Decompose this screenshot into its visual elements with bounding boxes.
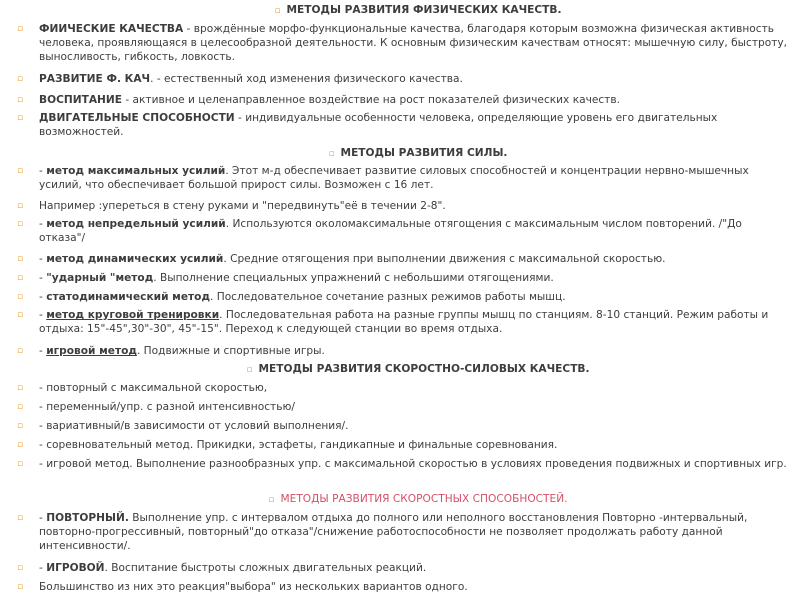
paragraph-game: ▫ - игровой метод. Выполнение разнообразных упр. с максимальной скоростью в условиях проведения подвижных и спортивных игр. (17, 458, 787, 470)
paragraph-variative: ▫ - вариативный/в зависимости от условий выполнения/. (17, 420, 349, 432)
heading-speed-abilities: ▫ МЕТОДЫ РАЗВИТИЯ СКОРОСТНЫХ СПОСОБНОСТЕЙ. (39, 492, 791, 507)
square-bullet-icon: ▫ (17, 292, 24, 302)
paragraph-statodynamic: ▫ - статодинамический метод. Последовательное сочетание разных режимов работы мышц. (17, 291, 566, 303)
paragraph-physical-qualities: ▫ ФИИЧЕСКИЕ КАЧЕСТВА - врождённые морфо-функциональные качества, благодаря которым возможна физическая активность человека, проявляющаяся в целесообразной деятельности. К основным физическим качествам относят: мышечную силу, быстроту, выносливость, гибкость, ловкость. (17, 23, 788, 63)
square-bullet-icon: ▫ (17, 513, 24, 523)
paragraph-shock-method: ▫ - "ударный "метод. Выполнение специальных упражнений с небольшими отягощениями. (17, 272, 554, 284)
paragraph-development: ▫ РАЗВИТИЕ Ф. КАЧ. - естественный ход изменения физического качества. (17, 73, 463, 85)
heading-speed-strength-methods: ▫ МЕТОДЫ РАЗВИТИЯ СКОРОСТНО-СИЛОВЫХ КАЧЕСТВ. (39, 362, 791, 377)
paragraph-motor-abilities: ▫ ДВИГАТЕЛЬНЫЕ СПОСОБНОСТИ - индивидуальные особенности человека, определяющие уровень его двигательных возможностей. (17, 112, 718, 138)
square-bullet-icon: ▫ (17, 563, 24, 573)
square-bullet-icon: ▫ (17, 24, 24, 34)
square-bullet-icon: ▫ (17, 201, 24, 211)
paragraph-max-effort: ▫ - метод максимальных усилий. Этот м-д обеспечивает развитие силовых способностей и концентрации нервно-мышечных усилий, что обеспечивает большой прирост силы. Возможен с 16 лет. (17, 165, 749, 191)
paragraph-variable: ▫ - переменный/упр. с разной интенсивностью/ (17, 401, 295, 413)
paragraph-example: ▫ Например :упереться в стену руками и "передвинуть"её в течении 2-8". (17, 200, 446, 212)
paragraph-dynamic-effort: ▫ - метод динамических усилий. Средние отягощения при выполнении движения с максимальной скоростью. (17, 253, 666, 265)
paragraph-game-speed: ▫ - ИГРОВОЙ. Воспитание быстроты сложных двигательных реакций. (17, 562, 427, 574)
square-bullet-icon: ▫ (17, 459, 24, 469)
square-bullet-icon: ▫ (17, 113, 24, 123)
paragraph-competitive: ▫ - соревновательный метод. Прикидки, эстафеты, гандикапные и финальные соревнования. (17, 439, 558, 451)
square-bullet-icon: ▫ (274, 6, 281, 16)
paragraph-submax-effort: ▫ - метод непредельный усилий. Используются околомаксимальные отягощения с максимальным числом повторений. /"До отказа"/ (17, 218, 742, 244)
square-bullet-icon: ▫ (17, 402, 24, 412)
square-bullet-icon: ▫ (17, 95, 24, 105)
paragraph-game-method: ▫ - игровой метод. Подвижные и спортивные игры. (17, 345, 325, 357)
square-bullet-icon: ▫ (17, 166, 24, 176)
paragraph-circuit-training: ▫ - метод круговой тренировки. Последовательная работа на разные группы мышц по станциям. 8-10 станций. Режим работы и отдыха: 15"-45",30"-30", 45"-15". Переход к следующей станции во время отдыха. (17, 309, 769, 335)
paragraph-reaction-choice: ▫ Большинство из них это реакция"выбора" из нескольких вариантов одного. (17, 581, 468, 593)
square-bullet-icon: ▫ (17, 421, 24, 431)
heading-strength-methods: ▫ МЕТОДЫ РАЗВИТИЯ СИЛЫ. (39, 146, 791, 161)
square-bullet-icon: ▫ (328, 149, 335, 159)
paragraph-repeated-speed: ▫ - ПОВТОРНЫЙ. Выполнение упр. с интервалом отдыха до полного или неполного восстановления Повторно -интервальный, повторно-прогрессивный, повторный"до отказа"/снижение работоспособности не позволяет продолжать работу данной интенсивности/. (17, 512, 748, 552)
square-bullet-icon: ▫ (17, 254, 24, 264)
square-bullet-icon: ▫ (17, 310, 24, 320)
heading-physical-qualities: ▫ МЕТОДЫ РАЗВИТИЯ ФИЗИЧЕСКИХ КАЧЕСТВ. (39, 3, 791, 18)
square-bullet-icon: ▫ (17, 346, 24, 356)
square-bullet-icon: ▫ (17, 273, 24, 283)
square-bullet-icon: ▫ (17, 383, 24, 393)
square-bullet-icon: ▫ (268, 495, 275, 505)
square-bullet-icon: ▫ (17, 440, 24, 450)
paragraph-repeated: ▫ - повторный с максимальной скоростью, (17, 382, 268, 394)
square-bullet-icon: ▫ (17, 74, 24, 84)
square-bullet-icon: ▫ (17, 582, 24, 592)
square-bullet-icon: ▫ (17, 219, 24, 229)
paragraph-upbringing: ▫ ВОСПИТАНИЕ - активное и целенаправленное воздействие на рост показателей физических качеств. (17, 94, 620, 106)
square-bullet-icon: ▫ (246, 365, 253, 375)
